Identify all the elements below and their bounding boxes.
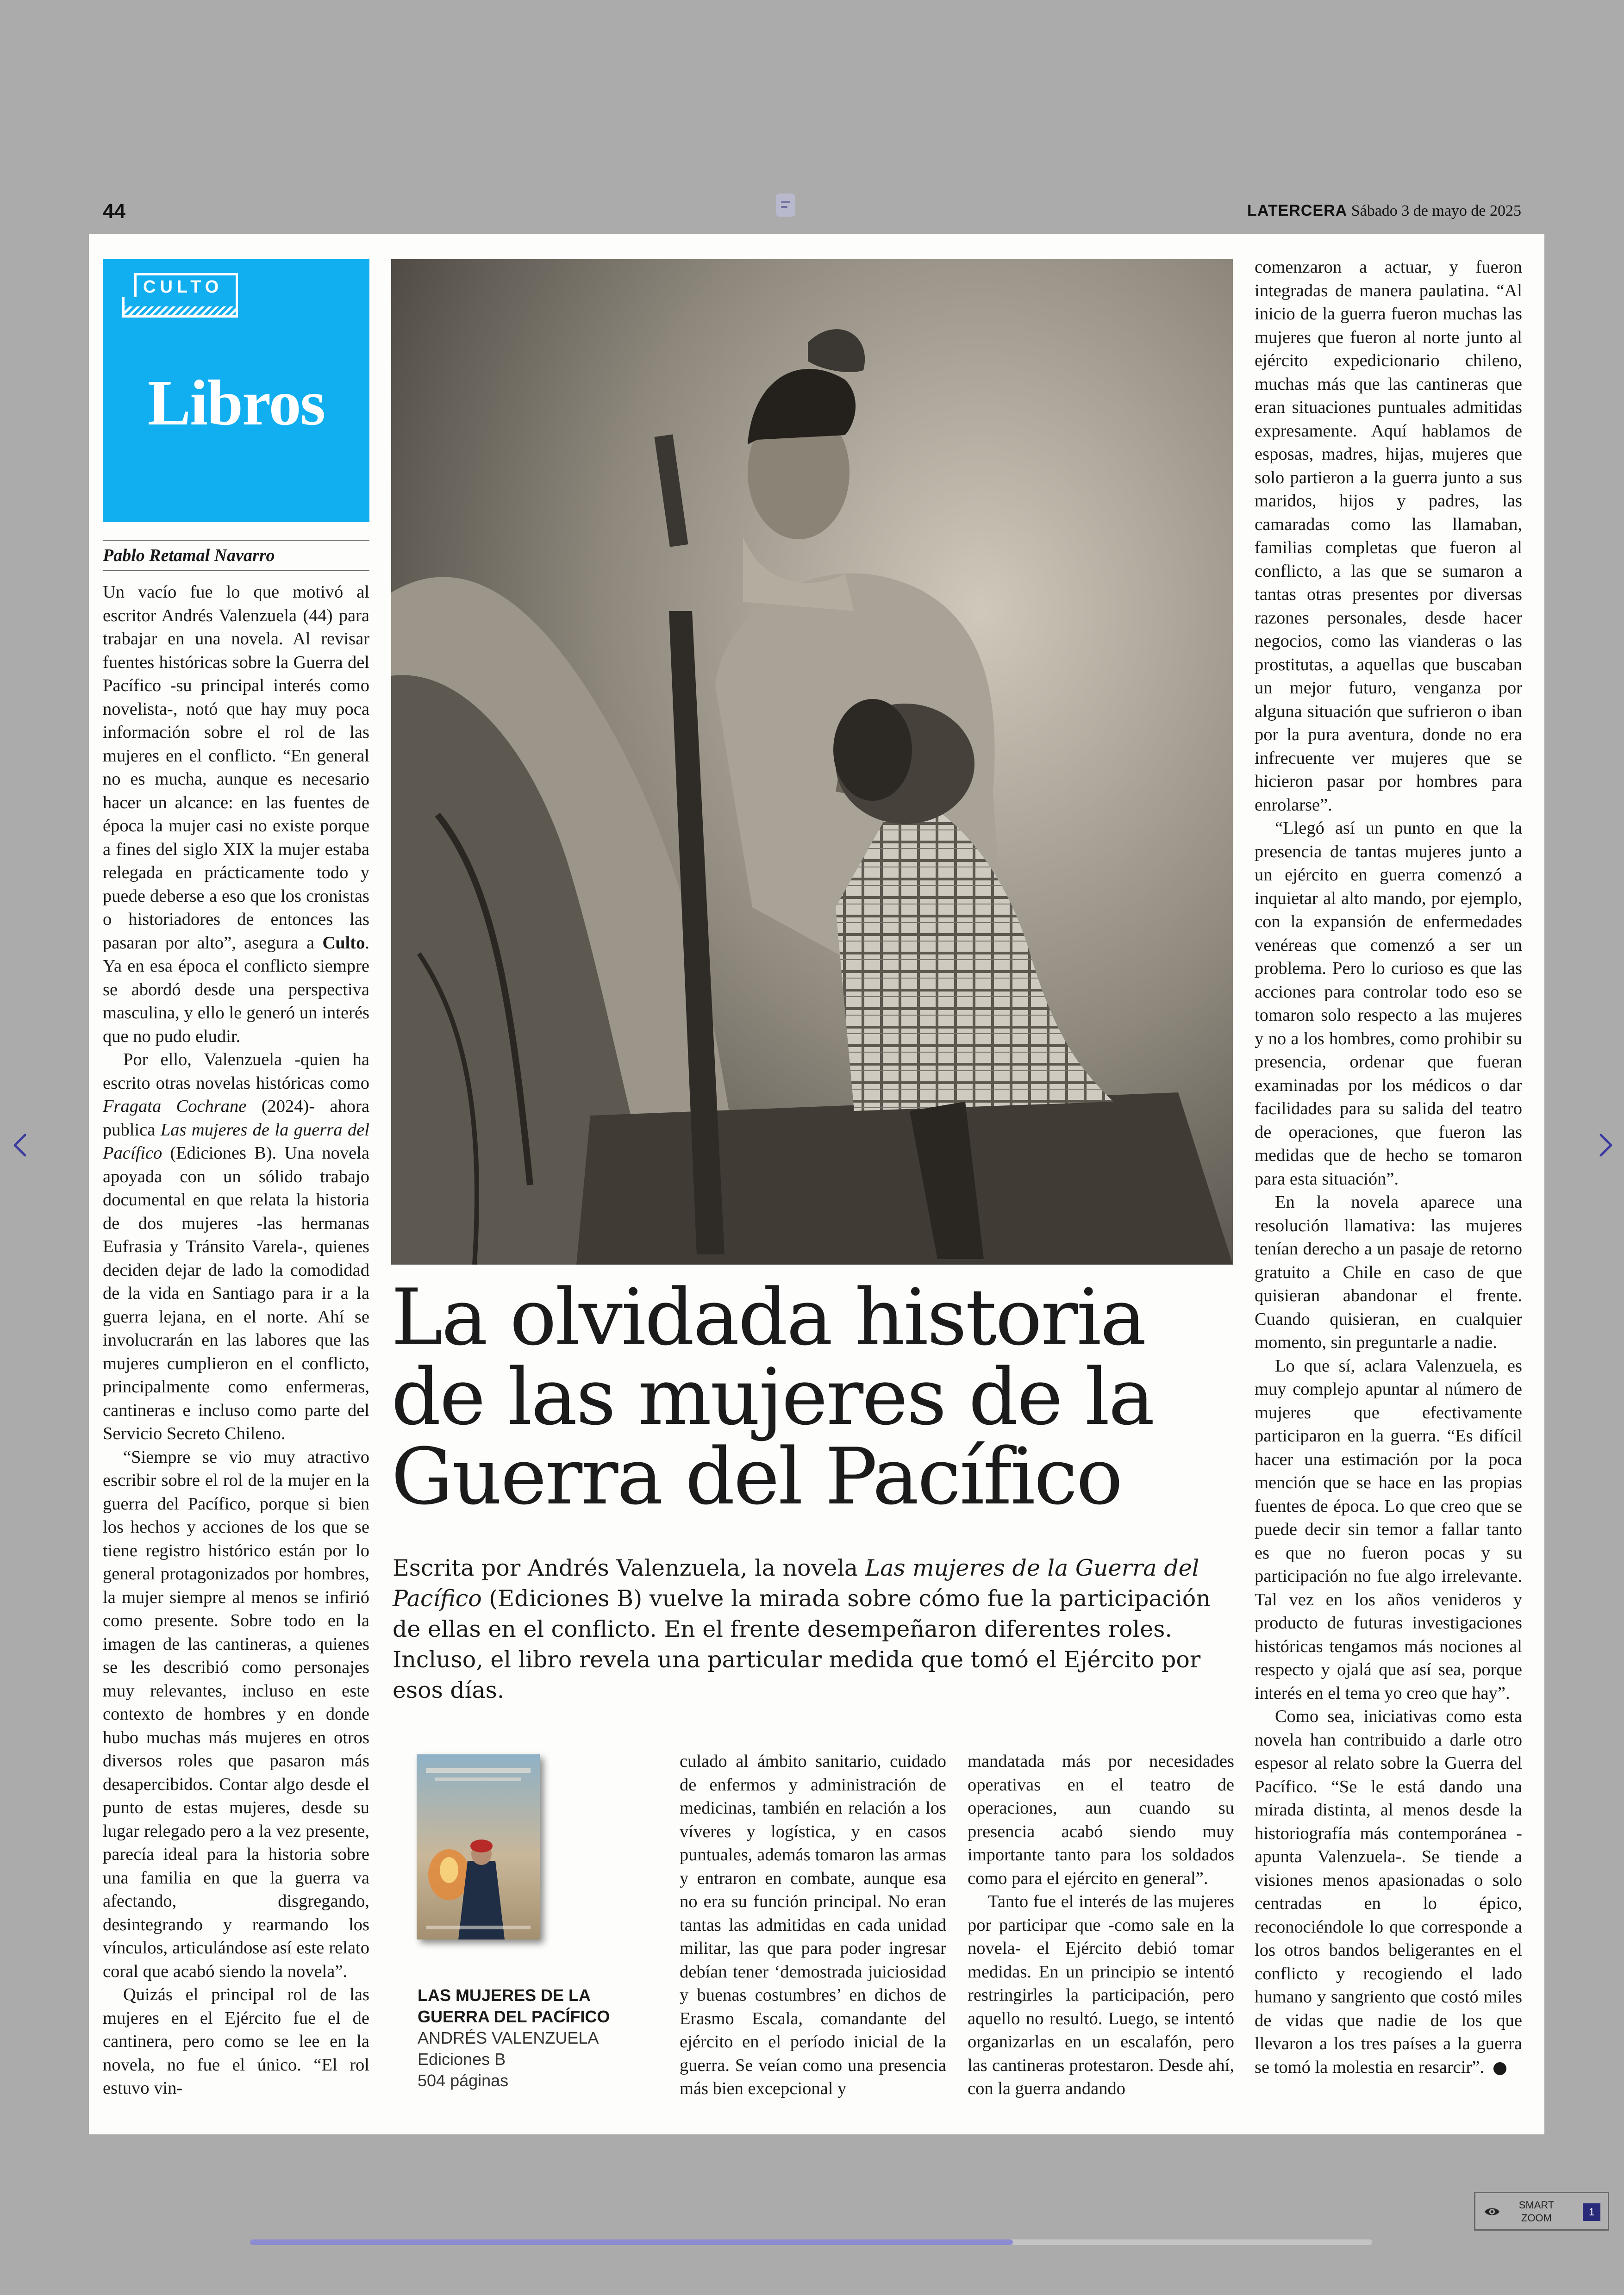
byline-rule-bottom	[103, 570, 369, 571]
paragraph: En la novela aparece una resolución llamativa: las mujeres tenían derecho a un pasaje de retorno gratuito a Chile en caso de que quisieran abandonar el frente. Cuando quisieran, en cualquier momento, sin preguntarle a nadie.	[1255, 1192, 1522, 1352]
book-cover-illustration	[417, 1754, 540, 1940]
table-of-contents-icon[interactable]	[776, 193, 795, 217]
next-page-arrow-icon[interactable]	[1594, 1132, 1617, 1158]
masthead	[1247, 202, 1521, 220]
paragraph: “Siempre se vio muy atractivo escribir sobre el rol de la mujer en la guerra del Pacífico, porque si bien los hechos y acciones de los que se tiene registro histórico están por lo general protagonizados por hombres, la mujer siempre al menos se infirió como presente. Sobre todo en la imagen de las cantineras, a quienes se les describió como personajes muy relevantes, incluso en este contexto de hombres y en donde hubo muchas más mujeres en otros diversos roles que pasaron más desapercibidos. Contar algo desde el punto de estas mujeres, desde su lugar relegado pero a la vez presente, parecía ideal para la historia sobre una familia en que la guerra va afectando, disgregando, desintegrando y rearmando los vínculos, articulándose así este relato coral que acabó siendo la novela”.	[103, 1447, 369, 1981]
issue-date: Sábado 3 de mayo de 2025	[1351, 202, 1521, 219]
end-mark	[1493, 2062, 1506, 2075]
book-info	[418, 1985, 631, 2091]
culto-logo	[122, 273, 238, 318]
page-number: 44	[103, 200, 125, 223]
byline: Pablo Retamal Navarro	[103, 546, 275, 565]
article-column-5	[1255, 256, 1522, 2079]
culto-logo-text: CULTO	[143, 277, 223, 297]
photo-illustration	[391, 259, 1233, 1265]
paragraph: Quizás el principal rol de las mujeres en el Ejército fue el de cantinera, pero como se lee en la novela, no fue el único. “El rol estuvo vin-	[103, 1985, 369, 2098]
paragraph: Lo que sí, aclara Valenzuela, es muy complejo apuntar al número de mujeres que efectivamente participaron en la guerra. “Es difícil hacer una estimación por la poca mención que se hace en las propias fuentes de época. Lo que creo que se puede decir sin temor a fallar tanto es que no fueron pocas y su participación no fue algo irrelevante. Tal vez en los años venideros y producto de futuras investigaciones históricas tengamos más nociones al respecto y ojalá que así sea, porque interés en el tema yo creo que hay”.	[1255, 1356, 1522, 1703]
smart-zoom-label: SMART ZOOM	[1518, 2199, 1555, 2224]
brand-name: LATERCERA	[1247, 202, 1348, 219]
paragraph: comenzaron a actuar, y fueron integradas de manera paulatina. “Al inicio de la guerra fueron muchas las mujeres que fueron al norte junto al ejército expedicionario chileno, muchas más que las cantineras que eran situaciones puntuales admitidas expresamente. Aquí hablamos de esposas, madres, hijas, mujeres que solo partieron a la guerra junto a sus maridos, hijos y padres, las camaradas como las llamaban, familias completas que fueron al conflicto, a las que se sumaron a tantas otras presentes por diversas razones personales, desde hacer negocios, como las vianderas o las prostitutas, a aquellas que buscaban un mejor futuro, venganza por alguna situación que sufrieron o iban por la pura aventura, donde no era infrecuente ver mujeres que se hicieron pasar por hombres para enrolarse”.	[1255, 257, 1522, 815]
paragraph: culado al ámbito sanitario, cuidado de enfermos y administración de medicinas, también en relación a los víveres y logística, y en casos puntuales, además tomaron las armas y entraron en combate, aunque esa no era su función principal. No eran tantas las admitidas en cada unidad militar, las que para poder ingresar debían tener ‘demostrada juiciosidad y buenas costumbres’ en dichos de Erasmo Escala, comandante del ejército en el período inicial de la guerra. Se veían como una presencia más bien excepcional y	[680, 1752, 946, 2098]
article-column-3	[680, 1750, 946, 2101]
current-page-badge: 1	[1583, 2203, 1600, 2221]
headline: La olvidada historia de las mujeres de la Guerra del Pacífico	[391, 1272, 1154, 1522]
paragraph: mandatada más por necesidades operativas en el teatro de operaciones, aun cuando su presencia acabó siendo muy importante tanto para los soldados como para el ejército en general”.	[968, 1752, 1234, 1888]
book-author: ANDRÉS VALENZUELA	[418, 2028, 599, 2047]
paragraph: Por ello, Valenzuela -quien ha escrito otras novelas históricas como Fragata Cochrane (2024)- ahora publica Las mujeres de la guerra del Pacífico (Ediciones B). Una novela apoyada con un sólido trabajo documental en que relata la historia de dos mujeres -las hermanas Eufrasia y Tránsito Varela-, quienes deciden dejar de lado la comodidad de la vida en Santiago para ir a la guerra lejana, en el norte. Ahí se involucrarán en las labores que las mujeres cumplieron en el conflicto, principalmente como enfermeras, cantineras e incluso como parte del Servicio Secreto Chileno.	[103, 1050, 369, 1443]
paragraph: Un vacío fue lo que motivó al escritor Andrés Valenzuela (44) para trabajar en una novela. Al revisar fuentes históricas sobre la Guerra del Pacífico -su principal interés como novelista-, notó que hay muy poca información sobre el rol de las mujeres en el conflicto. “En general no es mucha, aunque es necesario hacer un alcance: en las fuentes de época la mujer casi no existe porque a fines del siglo XIX la mujer estaba relegada en prácticamente todo y puede deberse a eso que los cronistas o historiadores de entonces las pasaran por alto”, asegura a Culto. Ya en esa época el conflicto siempre se abordó desde una perspectiva masculina, y ello le generó un interés que no pudo eludir.	[103, 582, 369, 1046]
page-scrollbar[interactable]	[250, 2239, 1372, 2245]
logo-stripes	[122, 306, 238, 318]
byline-rule-top	[103, 540, 369, 541]
book-publisher: Ediciones B	[418, 2050, 506, 2069]
page-header	[103, 198, 1521, 226]
smart-zoom-button[interactable]	[1474, 2192, 1609, 2231]
article-column-1	[103, 580, 369, 2100]
eye-icon	[1483, 2202, 1501, 2221]
previous-page-arrow-icon[interactable]	[9, 1132, 31, 1158]
deck: Escrita por Andrés Valenzuela, la novela Las mujeres de la Guerra del Pacífico (Ediciones B) vuelve la mirada sobre cómo fue la participación de ellas en el conflicto. En el frente desempeñaron diferentes roles. Incluso, el libro revela una particular medida que tomó el Ejército por esos días.	[393, 1555, 1211, 1703]
book-cover	[417, 1754, 540, 1940]
paragraph: “Llegó así un punto en que la presencia de tantas mujeres junto a un ejército en guerra comenzó a inquietar al alto mando, por ejemplo, con la expansión de enfermedades venéreas que comenzó a ser un problema. Pero lo curioso es que las acciones para controlar todo eso se tomaron solo respecto a las mujeres y no a los hombres, como prohibir su presencia, ordenar que fueran examinadas por los médicos o dar facilidades para su salida del teatro de operaciones, que fueron las medidas que de hecho se tomaron para esta situación”.	[1255, 818, 1522, 1189]
article-column-4	[968, 1750, 1234, 2101]
logo-notch	[122, 273, 137, 297]
section-box	[103, 259, 369, 522]
paragraph: Tanto fue el interés de las mujeres por participar que -como sale en la novela- el Ejército debió tomar medidas. En un principio se intentó restringirles la participación, pero aquello no resultó. Luego, se intentó organizarlas en un escalafón, pero las cantineras protestaron. Desde ahí, con la guerra andando	[968, 1892, 1234, 2098]
paragraph: Como sea, iniciativas como esta novela han contribuido a darle otro espesor al relato sobre la Guerra del Pacífico. “Se le está dando una mirada distinta, al menos desde la historiografía más contemporánea -apunta Valenzuela-. Se tiende a visiones menos apasionadas o solo centradas en lo épico, reconociéndole lo que corresponde a los otros bandos beligerantes en el conflicto y recogiendo el lado humano y sangriento que costó miles de vidas que nadie de los que llevaron a los tres países a la guerra se tomó la molestia en resarcir”.	[1255, 1707, 1522, 2077]
historical-photo	[391, 259, 1233, 1265]
scroll-progress[interactable]	[250, 2239, 1013, 2245]
book-title: LAS MUJERES DE LA GUERRA DEL PACÍFICO	[418, 1986, 610, 2026]
book-pages: 504 páginas	[418, 2071, 509, 2090]
section-title: Libros	[147, 367, 325, 439]
